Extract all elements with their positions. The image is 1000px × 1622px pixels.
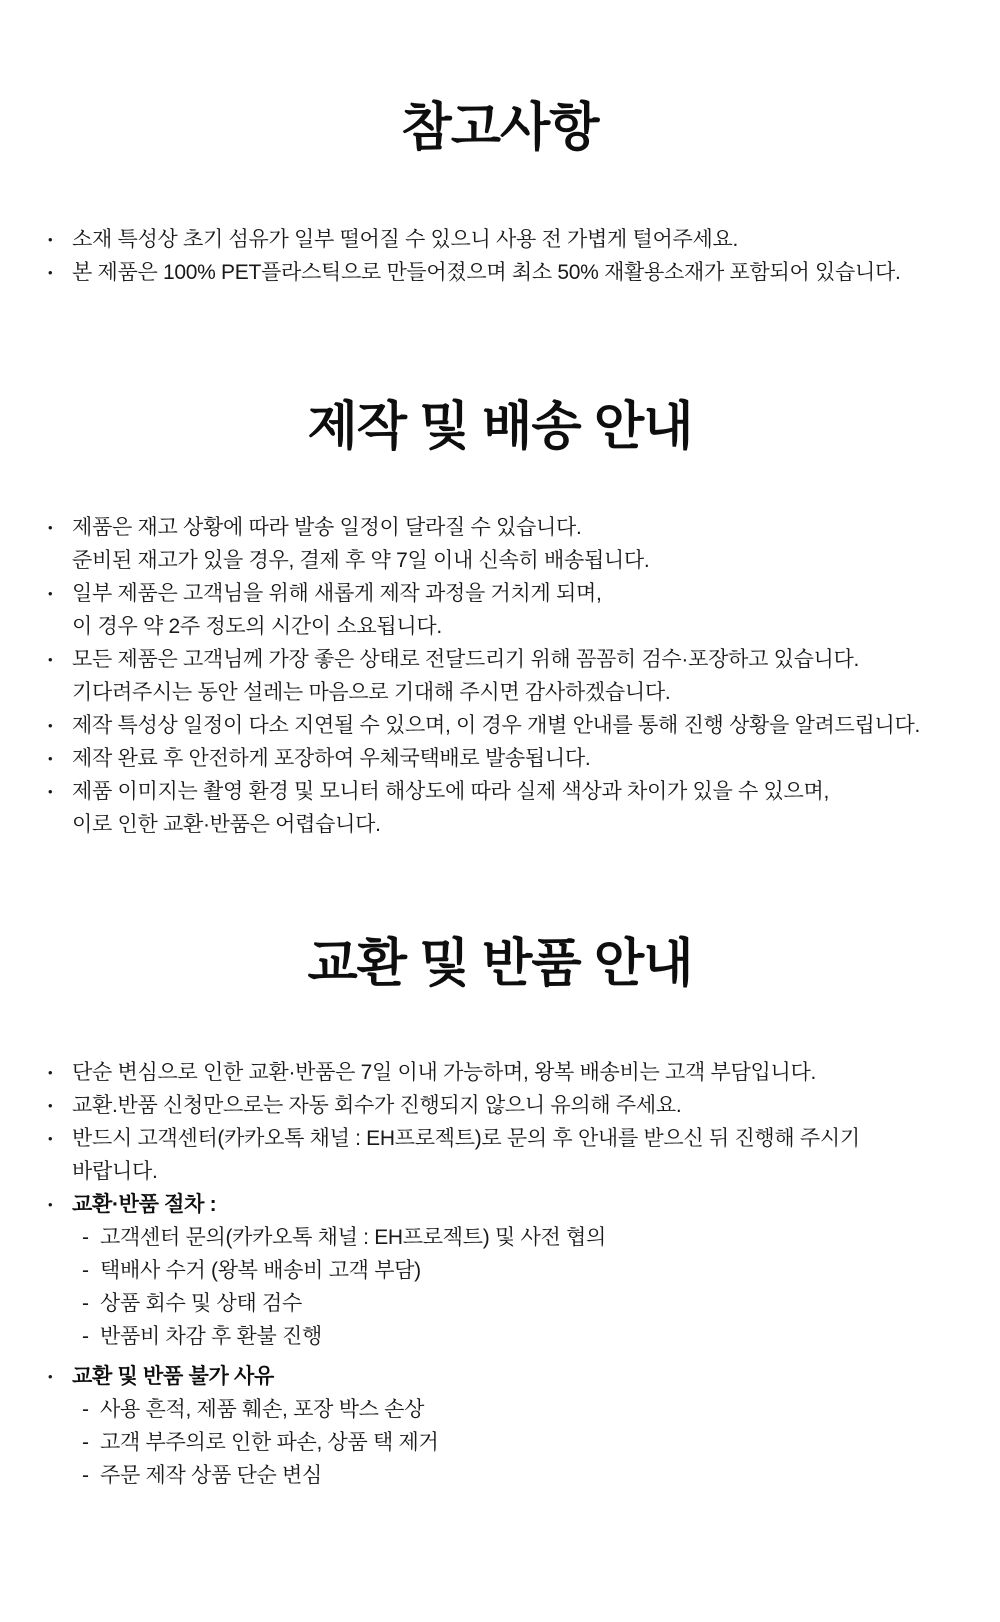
dash-icon: - (82, 1464, 89, 1487)
list-item-text (72, 511, 964, 577)
sub-list-item (48, 1254, 964, 1287)
list-item-text (72, 1360, 964, 1393)
list-item (48, 511, 964, 577)
sub-list-item (48, 1459, 964, 1492)
section-title-notes: 참고사항 (401, 99, 599, 157)
list-item (48, 742, 964, 775)
list-item-text (72, 643, 964, 709)
text-line: 제작 특성상 일정이 다소 지연될 수 있으며, 이 경우 개별 안내를 통해 진행 상황을 알려드립니다. (72, 714, 921, 737)
text-line: 일부 제품은 고객님을 위해 새롭게 제작 과정을 거치게 되며, (72, 582, 602, 605)
list-item-text (72, 775, 964, 841)
list-item-text (72, 1089, 964, 1122)
list-item-text (100, 1459, 964, 1492)
text-line: 소재 특성상 초기 섬유가 일부 떨어질 수 있으니 사용 전 가볍게 털어주세요. (72, 228, 738, 251)
text-line: 교환.반품 신청만으로는 자동 회수가 진행되지 않으니 유의해 주세요. (72, 1094, 682, 1117)
dash-icon: - (82, 1259, 89, 1282)
notes-list (0, 223, 1000, 289)
text-line: 반드시 고객센터(카카오톡 채널 : EH프로젝트)로 문의 후 안내를 받으신 뒤 진행해 주시기 (72, 1127, 860, 1150)
list-item (48, 256, 964, 289)
sub-list-item (48, 1320, 964, 1353)
bullet-icon: • (48, 520, 53, 535)
text-line: 단순 변심으로 인한 교환·반품은 7일 이내 가능하며, 왕복 배송비는 고객 부담입니다. (72, 1061, 817, 1084)
exchange-list (0, 1056, 1000, 1492)
sub-list-item (48, 1393, 964, 1426)
list-item-text (100, 1426, 964, 1459)
text-line: 바랍니다. (72, 1160, 158, 1183)
list-item (48, 775, 964, 841)
list-item-text (72, 742, 964, 775)
list-item-text (100, 1320, 964, 1353)
text-line: 사용 흔적, 제품 훼손, 포장 박스 손상 (100, 1398, 425, 1421)
text-line: 고객센터 문의(카카오톡 채널 : EH프로젝트) 및 사전 협의 (100, 1226, 606, 1249)
bullet-icon: • (48, 1369, 53, 1384)
list-item-ineligible-heading (48, 1360, 964, 1393)
list-item (48, 1089, 964, 1122)
text-line: 제작 완료 후 안전하게 포장하여 우체국택배로 발송됩니다. (72, 747, 591, 770)
bullet-icon: • (48, 718, 53, 733)
list-item-text (100, 1254, 964, 1287)
section-title-exchange: 교환 및 반품 안내 (307, 935, 693, 993)
list-item (48, 577, 964, 643)
dash-icon: - (82, 1226, 89, 1249)
list-item-text (100, 1221, 964, 1254)
bullet-icon: • (48, 1131, 53, 1146)
bullet-icon: • (48, 1197, 53, 1212)
list-item-text (72, 1122, 964, 1188)
bullet-icon: • (48, 586, 53, 601)
text-line: 준비된 재고가 있을 경우, 결제 후 약 7일 이내 신속히 배송됩니다. (72, 549, 650, 572)
text-line: 본 제품은 100% PET플라스틱으로 만들어졌으며 최소 50% 재활용소재가 포함되어 있습니다. (72, 261, 901, 284)
list-item (48, 1122, 964, 1188)
list-item-text (72, 223, 964, 256)
list-item-text (72, 709, 964, 742)
dash-icon: - (82, 1292, 89, 1315)
bullet-icon: • (48, 232, 53, 247)
dash-icon: - (82, 1325, 89, 1348)
list-item (48, 223, 964, 256)
list-item (48, 709, 964, 742)
bullet-icon: • (48, 652, 53, 667)
text-line: 이로 인한 교환·반품은 어렵습니다. (72, 813, 381, 836)
text-line: 모든 제품은 고객님께 가장 좋은 상태로 전달드리기 위해 꼼꼼히 검수·포장하고 있습니다. (72, 648, 860, 671)
text-line: 교환·반품 절차 : (72, 1193, 217, 1216)
sub-list-item (48, 1221, 964, 1254)
bullet-icon: • (48, 265, 53, 280)
list-item-text (72, 1188, 964, 1221)
sub-list-item (48, 1426, 964, 1459)
bullet-icon: • (48, 1098, 53, 1113)
list-item-procedure-heading (48, 1188, 964, 1221)
shipping-list (0, 511, 1000, 841)
list-item-text (72, 577, 964, 643)
bullet-icon: • (48, 751, 53, 766)
list-item-text (72, 1056, 964, 1089)
list-item-text (72, 256, 964, 289)
text-line: 상품 회수 및 상태 검수 (100, 1292, 303, 1315)
list-item-text (100, 1393, 964, 1426)
text-line: 고객 부주의로 인한 파손, 상품 택 제거 (100, 1431, 439, 1454)
text-line: 주문 제작 상품 단순 변심 (100, 1464, 322, 1487)
text-line: 이 경우 약 2주 정도의 시간이 소요됩니다. (72, 615, 442, 638)
text-line: 반품비 차감 후 환불 진행 (100, 1325, 322, 1348)
bullet-icon: • (48, 1065, 53, 1080)
text-line: 제품 이미지는 촬영 환경 및 모니터 해상도에 따라 실제 색상과 차이가 있을 수 있으며, (72, 780, 830, 803)
list-item (48, 643, 964, 709)
text-line: 택배사 수거 (왕복 배송비 고객 부담) (100, 1259, 421, 1282)
bullet-icon: • (48, 784, 53, 799)
dash-icon: - (82, 1431, 89, 1454)
section-title-shipping: 제작 및 배송 안내 (307, 398, 693, 456)
dash-icon: - (82, 1398, 89, 1421)
list-item (48, 1056, 964, 1089)
text-line: 교환 및 반품 불가 사유 (72, 1365, 275, 1388)
text-line: 제품은 재고 상황에 따라 발송 일정이 달라질 수 있습니다. (72, 516, 582, 539)
text-line: 기다려주시는 동안 설레는 마음으로 기대해 주시면 감사하겠습니다. (72, 681, 671, 704)
list-item-text (100, 1287, 964, 1320)
sub-list-item (48, 1287, 964, 1320)
